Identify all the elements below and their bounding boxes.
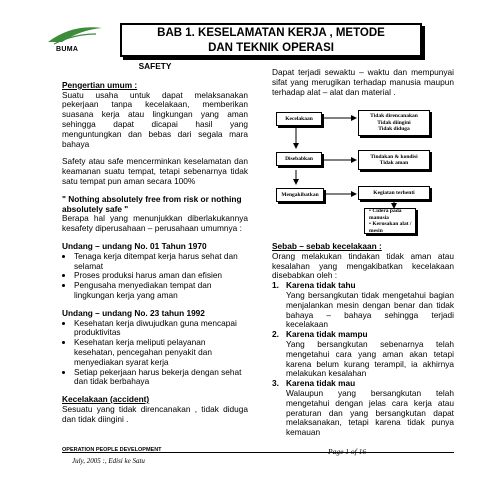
box-disebabkan: Disebabkan	[276, 152, 322, 166]
box-results	[364, 208, 416, 234]
result-item: • Kerusakan alat / mesin	[369, 221, 412, 234]
footer-date: July, 2005 :, Edisi ke Satu	[72, 457, 145, 465]
box-tindakan: Tindakan & kondisi Tidak aman	[358, 150, 430, 170]
list-item: • Pengusaha menyediakan tempat dan lingkungan kerja yang aman	[74, 281, 248, 301]
result-item: • Cidera pada manusia	[369, 208, 402, 221]
uu2-list	[62, 319, 248, 388]
sebab-heading: Sebab – sebab kecelakaan :	[272, 241, 382, 251]
cause-item-1: 1. Karena tidak tahu Yang bersangkutan tidak mengetahui bagian menjalankan mesin dengan benar dan tidak bahaya – bahaya sehingga terjadi kecelakaan	[272, 280, 454, 330]
list-item: • Setiap pekerjaan harus bekerja dengan sehat dan tidak berbahaya	[74, 368, 248, 388]
sebab-intro: Orang melakukan tindakan tidak aman atau kesalahan yang mengakibatkan kecelakaan disebabkan oleh :	[272, 250, 454, 281]
box-tidak-direncanakan: Tidak direncanakan Tidak diingini Tidak diduga	[358, 110, 430, 136]
list-item: • Proses produksi harus aman dan efisien	[74, 271, 248, 281]
cause-text: Yang bersangkutan tidak mengetahui bagian menjalankan mesin dengan benar dan tidak bahaya – bahaya sehingga terjadi kecelakaan	[286, 289, 454, 330]
kecelakaan-text: Sesuatu yang tidak direncanakan , tidak diduga dan tidak diingini .	[62, 403, 248, 424]
uu2-heading: Undang – undang No. 23 tahun 1992	[62, 307, 205, 318]
box-mengakibatkan: Mengakibatkan	[276, 188, 324, 202]
title-line-1: BAB 1. KESELAMATAN KERJA , METODE	[157, 27, 385, 39]
pengertian-heading: Pengertian umum :	[62, 79, 138, 90]
section-title: SAFETY	[138, 61, 172, 71]
cause-heading: Karena tidak mampu	[286, 329, 368, 340]
logo-text: BUMA	[56, 46, 79, 53]
cause-heading: Karena tidak tahu	[286, 280, 356, 291]
left-column	[62, 62, 248, 425]
box-kegiatan: Kegiatan terhenti	[358, 186, 430, 200]
list-item: • Kesehatan kerja diwujudkan guna mencapai produktivitas	[74, 319, 248, 339]
list-item: • Tenaga kerja ditempat kerja harus sehat dan selamat	[74, 252, 248, 272]
uu1-list	[62, 252, 248, 301]
cause-heading: Karena tidak mau	[286, 378, 356, 389]
cause-item-3: 3. Karena tidak mau Walaupun yang bersangkutan telah mengetahui dengan jelas cara kerja atau peraturan dan yang bersangkutan dapat melaksanakan, tetapi karena tidak punya kemauan	[272, 378, 454, 438]
accident-description: Dapat terjadi sewaktu – waktu dan mempunyai sifat yang merugikan terhadap manusia maupun terhadap alat – alat dan material .	[272, 67, 454, 97]
page-number: Page 1 of 16	[328, 447, 367, 456]
footer-divider	[62, 452, 454, 453]
box-kecelakaan: Kecelakaan	[276, 112, 322, 126]
perusahaan-text: Berapa hal yang menunjukkan diberlakukannya kesafety diperusahaan – perusahaan umumnya :	[62, 213, 248, 234]
safety-text: Safety atau safe mencerminkan keselamatan dan keamanan suatu tempat, tetapi sebenarnya tidak satu tempat pun aman secara 100%	[62, 156, 248, 186]
sebab-section	[272, 242, 454, 438]
chapter-title	[120, 23, 422, 57]
list-item: • Kesehatan kerja meliputi pelayanan kesehatan, pencegahan penyakit dan menyediakan syarat kerja	[74, 338, 248, 367]
cause-item-2: 2. Karena tidak mampu Yang bersangkutan sebenarnya telah mengetahui cara yang aman akan tetapi karena belum kurang terampil, ia akhirnya melakukan kesalahan	[272, 329, 454, 379]
uu1-heading: Undang – undang No. 01 Tahun 1970	[62, 240, 207, 251]
quote-text: " Nothing absolutely free from risk or nothing absolutely safe "	[62, 193, 242, 214]
footer-org: OPERATION PEOPLE DEVELOPMENT	[62, 447, 162, 453]
kecelakaan-heading: Kecelakaan (accident)	[62, 394, 150, 405]
title-line-2: DAN TEKNIK OPERASI	[208, 42, 334, 54]
cause-text: Walaupun yang bersangkutan telah mengetahui dengan jelas cara kerja atau peraturan dan yang bersangkutan dapat melaksanakan, tetapi karena tidak punya kemauan	[286, 387, 454, 438]
pengertian-text: Suatu usaha untuk dapat melaksanakan pekerjaan tanpa kecelakaan, memberikan suasana kerja atau lingkungan yang aman sehingga dapat dicapai hasil yang menguntungkan dan bebas dari segala mara bahaya	[62, 89, 248, 149]
cause-text: Yang bersangkutan sebenarnya telah mengetahui cara yang aman akan tetapi karena belum kurang terampil, ia akhirnya melakukan kesalahan	[286, 338, 454, 379]
